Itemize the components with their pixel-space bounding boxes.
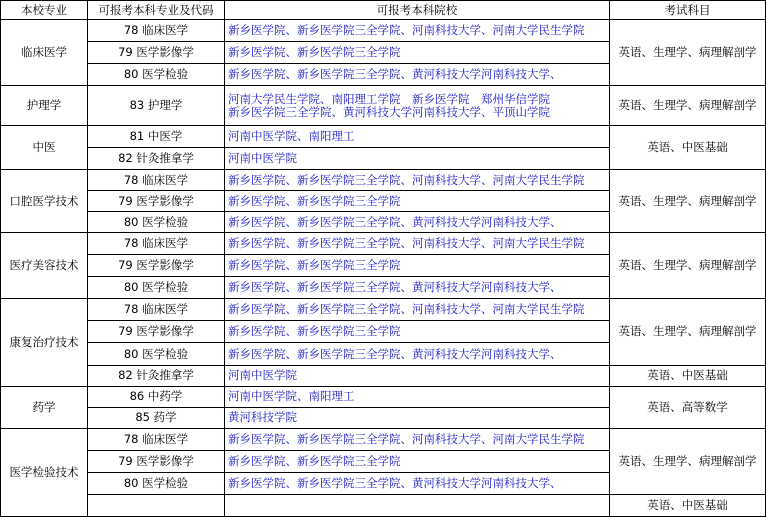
- program-cell: 82 针灸推拿学: [88, 148, 225, 170]
- program-cell: 79 医学影像学: [88, 42, 225, 64]
- table-row: [1, 86, 766, 126]
- major-cell: 药学: [1, 386, 88, 428]
- exam-cell: 英语、高等数学: [610, 386, 766, 428]
- schools-cell: 新乡医学院、新乡医学院三全学院、河南科技大学、河南大学民生学院: [225, 299, 610, 321]
- header-programs: 可报考本科专业及代码: [88, 1, 225, 20]
- schools-cell: 新乡医学院、新乡医学院三全学院: [225, 321, 610, 343]
- header-major: 本校专业: [1, 1, 88, 20]
- schools-cell: 新乡医学院、新乡医学院三全学院、河南科技大学、河南大学民生学院: [225, 170, 610, 191]
- major-cell: 临床医学: [1, 20, 88, 86]
- exam-cell: 英语、生理学、病理解剖学: [610, 86, 766, 126]
- table-row: [1, 428, 766, 450]
- table-row: [1, 126, 766, 148]
- schools-cell: 河南中医学院: [225, 365, 610, 386]
- table-row: [1, 365, 766, 386]
- program-cell: 86 中药学: [88, 386, 225, 407]
- program-cell: 79 医学影像学: [88, 255, 225, 277]
- schools-cell: 新乡医学院、新乡医学院三全学院、河南科技大学、河南大学民生学院: [225, 20, 610, 42]
- program-cell: 78 临床医学: [88, 20, 225, 42]
- schools-cell: 新乡医学院、新乡医学院三全学院、黄河科技大学河南科技大学、: [225, 212, 610, 233]
- schools-cell: 新乡医学院、新乡医学院三全学院: [225, 42, 610, 64]
- program-cell: 79 医学影像学: [88, 450, 225, 472]
- schools-cell: 新乡医学院、新乡医学院三全学院: [225, 191, 610, 212]
- schools-cell: 新乡医学院、新乡医学院三全学院: [225, 450, 610, 472]
- schools-cell: 新乡医学院、新乡医学院三全学院、黄河科技大学河南科技大学、: [225, 64, 610, 86]
- major-cell: 医疗美容技术: [1, 233, 88, 299]
- program-cell: [88, 494, 225, 516]
- schools-cell: 河南中医学院: [225, 148, 610, 170]
- program-cell: 78 临床医学: [88, 428, 225, 450]
- table-row: [1, 233, 766, 255]
- schools-cell: [225, 494, 610, 516]
- program-cell: 85 药学: [88, 407, 225, 428]
- schools-cell: 新乡医学院、新乡医学院三全学院、黄河科技大学河南科技大学、: [225, 472, 610, 494]
- program-cell: 79 医学影像学: [88, 191, 225, 212]
- schools-cell: 新乡医学院、新乡医学院三全学院、黄河科技大学河南科技大学、: [225, 277, 610, 299]
- major-cell: 中医: [1, 126, 88, 170]
- exam-cell: 英语、中医基础: [610, 365, 766, 386]
- schools-cell: 河南中医学院、南阳理工: [225, 126, 610, 148]
- exam-cell: 英语、中医基础: [610, 494, 766, 516]
- major-cell: 护理学: [1, 86, 88, 126]
- exam-cell: 英语、中医基础: [610, 126, 766, 170]
- program-cell: 78 临床医学: [88, 299, 225, 321]
- table-row: [1, 170, 766, 191]
- program-cell: 82 针灸推拿学: [88, 365, 225, 386]
- program-cell: 80 医学检验: [88, 64, 225, 86]
- table-row: [1, 494, 766, 516]
- schools-cell: 新乡医学院、新乡医学院三全学院、河南科技大学、河南大学民生学院: [225, 428, 610, 450]
- schools-cell: 新乡医学院、新乡医学院三全学院、黄河科技大学河南科技大学、: [225, 343, 610, 365]
- major-cell: 口腔医学技术: [1, 170, 88, 233]
- header-row: [1, 1, 766, 20]
- major-cell: 康复治疗技术: [1, 299, 88, 386]
- program-cell: 80 医学检验: [88, 212, 225, 233]
- schools-cell: 黄河科技学院: [225, 407, 610, 428]
- schools-cell: 新乡医学院、新乡医学院三全学院、河南科技大学、河南大学民生学院: [225, 233, 610, 255]
- program-cell: 79 医学影像学: [88, 321, 225, 343]
- exam-cell: 英语、生理学、病理解剖学: [610, 299, 766, 365]
- program-cell: 78 临床医学: [88, 233, 225, 255]
- table-row: [1, 20, 766, 42]
- program-cell: 78 临床医学: [88, 170, 225, 191]
- program-cell: 80 医学检验: [88, 343, 225, 365]
- exam-cell: 英语、生理学、病理解剖学: [610, 233, 766, 299]
- program-cell: 80 医学检验: [88, 472, 225, 494]
- program-cell: 83 护理学: [88, 86, 225, 126]
- major-cell: 医学检验技术: [1, 428, 88, 516]
- schools-cell: 新乡医学院、新乡医学院三全学院: [225, 255, 610, 277]
- program-cell: 81 中医学: [88, 126, 225, 148]
- header-schools: 可报考本科院校: [225, 1, 610, 20]
- schools-cell: [225, 86, 610, 126]
- exam-cell: 英语、生理学、病理解剖学: [610, 170, 766, 233]
- header-exam: 考试科目: [610, 1, 766, 20]
- schools-line: 新乡医学院三全学院、黄河科技大学河南科技大学、平顶山学院: [228, 104, 550, 119]
- table-row: [1, 299, 766, 321]
- table-row: [1, 386, 766, 407]
- program-cell: 80 医学检验: [88, 277, 225, 299]
- exam-cell: 英语、生理学、病理解剖学: [610, 428, 766, 494]
- schools-line: 河南大学民生学院、南阳理工学院 新乡医学院 郑州华信学院: [228, 91, 550, 106]
- exam-cell: 英语、生理学、病理解剖学: [610, 20, 766, 86]
- schools-cell: 河南中医学院、南阳理工: [225, 386, 610, 407]
